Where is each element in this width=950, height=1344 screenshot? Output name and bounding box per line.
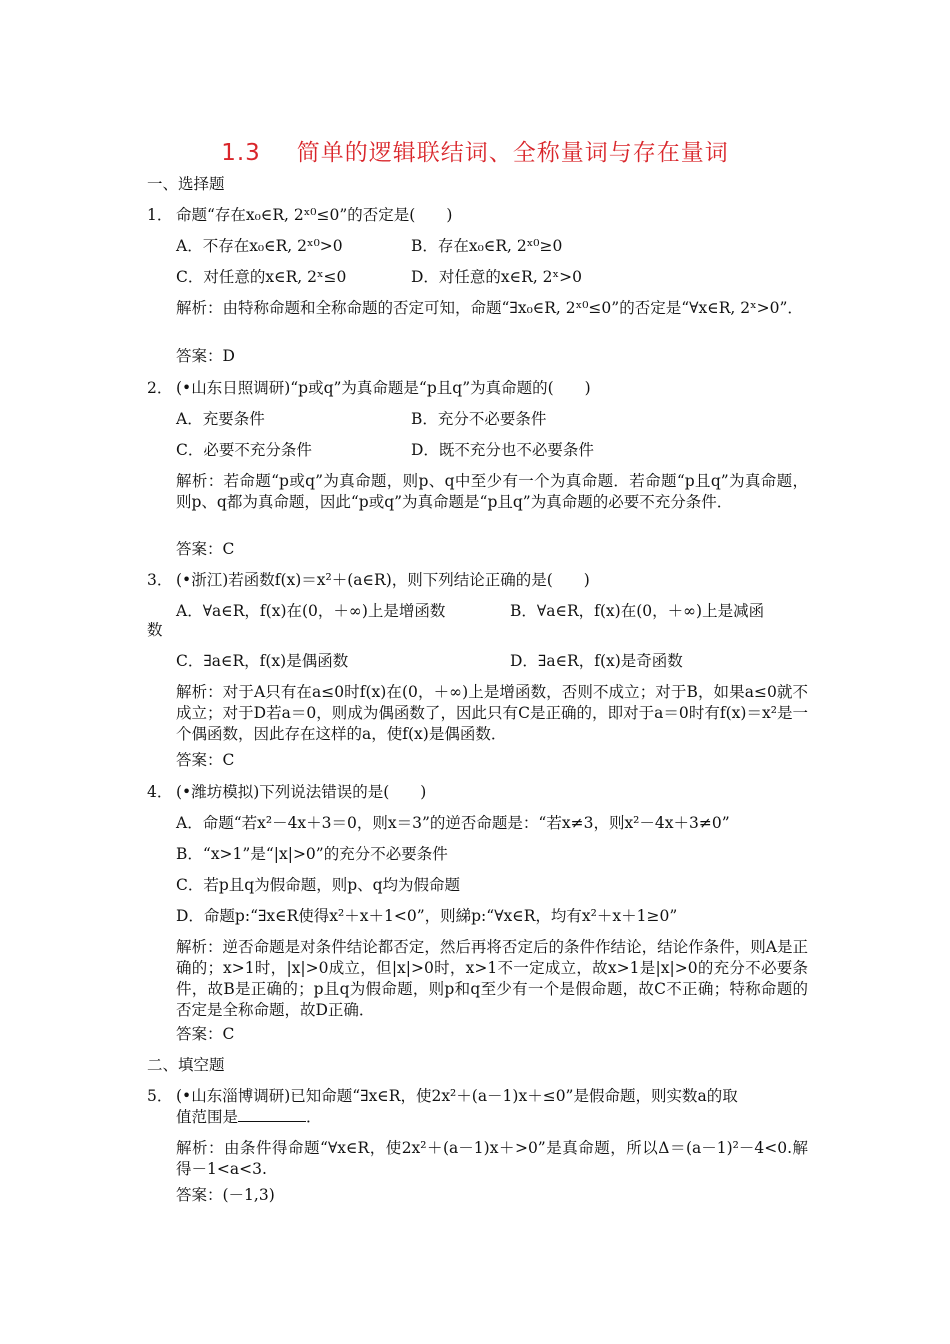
option-a: A．∀a∈R，f(x)在(0，＋∞)上是增函数: [176, 602, 446, 620]
question-stem-text: 值范围是: [176, 1108, 239, 1126]
section-heading-choice: 一、选择题: [147, 175, 225, 193]
answer: 答案：C: [176, 540, 235, 558]
option-d: D．∃a∈R，f(x)是奇函数: [510, 652, 683, 670]
analysis: 解析：由条件得命题“∀x∈R，使2x²＋(a－1)x＋>0”是真命题，所以Δ＝(a－1)²－4<0.解得－1<a<3.: [176, 1139, 808, 1178]
answer-blank: [238, 1107, 306, 1122]
answer: 答案：C: [176, 1025, 235, 1043]
option-b: B．存在x₀∈R, 2ˣ⁰≥0: [411, 237, 563, 255]
question-number: 5．: [147, 1087, 173, 1105]
question-stem: (•浙江)若函数f(x)＝x²＋(a∈R)，则下列结论正确的是( ): [176, 571, 590, 589]
answer: 答案：D: [176, 347, 235, 365]
option-b: B．充分不必要条件: [411, 410, 547, 428]
option-a: A．充要条件: [176, 410, 265, 428]
option-d: D．既不充分也不必要条件: [411, 441, 594, 459]
question-stem-end: ．: [306, 1108, 322, 1126]
analysis: 解析：由特称命题和全称命题的否定可知，命题“∃x₀∈R, 2ˣ⁰≤0”的否定是“∀x∈R, 2ˣ>0”．: [176, 299, 803, 317]
answer: 答案：C: [176, 751, 235, 769]
option-d: D．对任意的x∈R, 2ˣ>0: [411, 268, 582, 286]
question-stem-line2: [176, 1107, 322, 1127]
option-c: C．必要不充分条件: [176, 441, 312, 459]
answer: 答案：(－1,3): [176, 1186, 275, 1204]
option-c: C．对任意的x∈R, 2ˣ≤0: [176, 268, 347, 286]
question-number: 3．: [147, 571, 173, 589]
question-stem: (•山东日照调研)“p或q”为真命题是“p且q”为真命题的( ): [176, 379, 591, 397]
question-stem: (•潍坊模拟)下列说法错误的是( ): [176, 783, 427, 801]
question-stem: (•山东淄博调研)已知命题“∃x∈R，使2x²＋(a－1)x＋≤0”是假命题，则实数a的取: [176, 1087, 738, 1105]
analysis: 解析：逆否命题是对条件结论都否定，然后再将否定后的条件作结论，结论作条件，则A是正确的；x>1时，|x|>0成立，但|x|>0时，x>1不一定成立，故x>1是|x|>0的充分不必要条件，故B是正确的；p且q为假命题，则p和q至少有一个是假命题，故C不正确；特称命题的否定是全称命题，故D正确．: [176, 938, 808, 1019]
option-b: B．“x>1”是“|x|>0”的充分不必要条件: [176, 845, 448, 863]
question-number: 2．: [147, 379, 173, 397]
option-c: C．∃a∈R，f(x)是偶函数: [176, 652, 349, 670]
title-text: 简单的逻辑联结词、全称量词与存在量词: [296, 140, 729, 166]
question-stem: 命题“存在x₀∈R, 2ˣ⁰≤0”的否定是( ): [176, 206, 453, 224]
option-c: C．若p且q为假命题，则p、q均为假命题: [176, 876, 461, 894]
page-title: [0, 134, 950, 167]
option-b-continuation: 数: [147, 621, 163, 639]
option-b: B．∀a∈R，f(x)在(0，＋∞)上是减函: [510, 602, 765, 620]
analysis: 解析：对于A只有在a≤0时f(x)在(0，＋∞)上是增函数，否则不成立；对于B，如果a≤0就不成立；对于D若a＝0，则成为偶函数了，因此只有C是正确的，即对于a＝0时有f(x)＝x²是一个偶函数，因此存在这样的a，使f(x)是偶函数．: [176, 683, 808, 743]
question-number: 4．: [147, 783, 173, 801]
analysis: 解析：若命题“p或q”为真命题，则p、q中至少有一个为真命题．若命题“p且q”为真命题，则p、q都为真命题，因此“p或q”为真命题是“p且q”为真命题的必要不充分条件．: [176, 472, 808, 511]
title-number: 1.3: [221, 140, 261, 166]
option-a: A．不存在x₀∈R, 2ˣ⁰>0: [176, 237, 343, 255]
question-number: 1．: [147, 206, 173, 224]
section-heading-fill: 二、填空题: [147, 1056, 225, 1074]
option-d: D．命题p:“∃x∈R使得x²＋x＋1<0”，则綈p:“∀x∈R，均有x²＋x＋1≥0”: [176, 907, 678, 925]
option-a: A．命题“若x²－4x＋3＝0，则x＝3”的逆否命题是：“若x≠3，则x²－4x＋3≠0”: [176, 814, 730, 832]
